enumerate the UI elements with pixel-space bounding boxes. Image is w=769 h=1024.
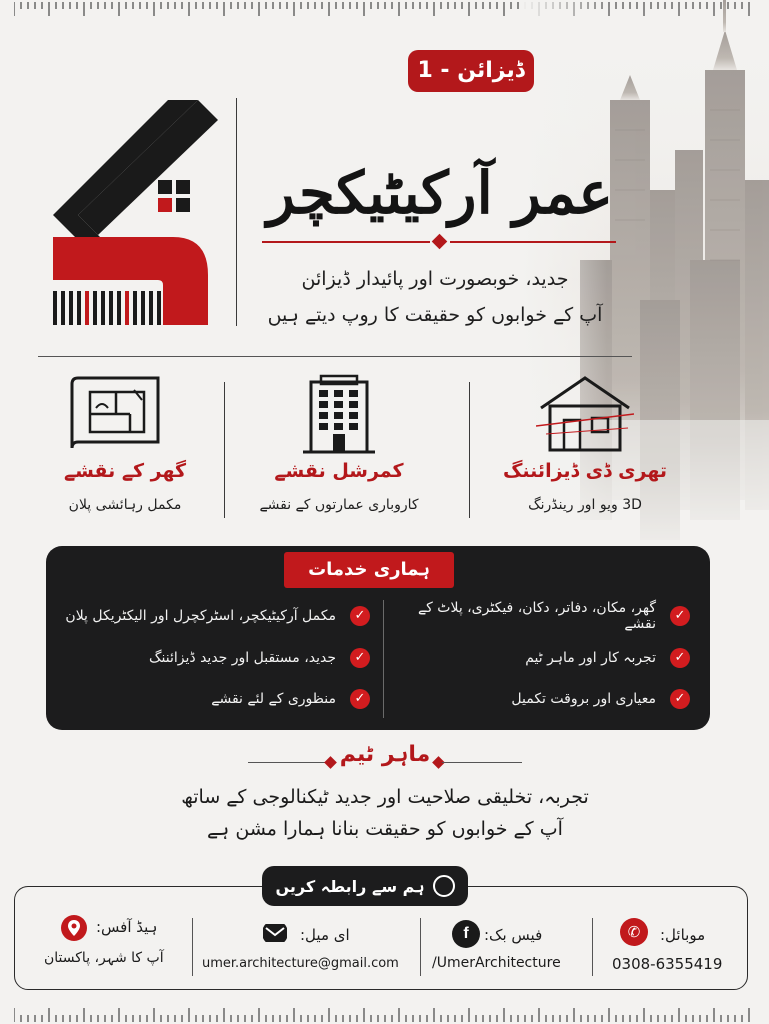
services-title: ہماری خدمات bbox=[284, 552, 454, 588]
logo-bar bbox=[125, 291, 129, 325]
checkmark-icon: ✓ bbox=[350, 689, 370, 709]
brand-title: عمر آرکیٹیکچر bbox=[266, 159, 614, 227]
service-item bbox=[396, 600, 690, 632]
building-window bbox=[319, 423, 328, 430]
logo-bar bbox=[109, 291, 113, 325]
checkmark-icon: ✓ bbox=[670, 648, 690, 668]
location-pin-icon bbox=[60, 914, 88, 944]
logo-bar bbox=[53, 291, 57, 325]
bottom-ruler-decoration bbox=[14, 1004, 754, 1022]
section-divider bbox=[38, 356, 632, 357]
contact-divider bbox=[592, 918, 593, 976]
service-item bbox=[396, 686, 690, 712]
checkmark-icon: ✓ bbox=[350, 648, 370, 668]
building-window bbox=[319, 401, 328, 408]
office-label: ہیڈ آفس: bbox=[96, 918, 158, 936]
design-number-badge: ڈیزائن - 1 bbox=[408, 50, 534, 92]
logo-bar bbox=[77, 291, 81, 325]
office-value: آپ کا شہر، پاکستان bbox=[44, 950, 164, 966]
logo-bar bbox=[149, 291, 153, 325]
mission-line-1: تجربہ، تخلیقی صلاحیت اور جدید ٹیکنالوجی کے ساتھ bbox=[181, 786, 589, 808]
logo-bar bbox=[141, 291, 145, 325]
logo-bar bbox=[85, 291, 89, 325]
email-value[interactable]: umer.architecture@gmail.com bbox=[202, 956, 399, 971]
checkmark-icon: ✓ bbox=[670, 689, 690, 709]
feature-3d-title: تھری ڈی ڈیزائننگ bbox=[502, 460, 668, 482]
building-icon bbox=[303, 372, 375, 454]
service-item-text: گھر، مکان، دفاتر، دکان، فیکٹری، پلاٹ کے نقشے bbox=[417, 600, 656, 632]
logo-bar bbox=[101, 291, 105, 325]
service-item-text: تجربہ کار اور ماہر ٹیم bbox=[525, 650, 656, 666]
checkmark-icon: ✓ bbox=[350, 606, 370, 626]
building-window bbox=[319, 412, 328, 419]
services-divider bbox=[383, 600, 384, 718]
feature-divider-right bbox=[469, 382, 470, 518]
facebook-icon: f bbox=[452, 920, 480, 948]
brand-logo-icon bbox=[48, 95, 218, 330]
contact-title: ہم سے رابطہ کریں bbox=[275, 876, 425, 896]
tagline-line-1: جدید، خوبصورت اور پائیدار ڈیزائن bbox=[301, 268, 569, 290]
mobile-value[interactable]: 0308-6355419 bbox=[612, 955, 723, 973]
blueprint-icon bbox=[66, 374, 164, 452]
whatsapp-icon bbox=[433, 875, 455, 897]
team-title: ماہر ٹیم bbox=[339, 742, 431, 767]
feature-divider-left bbox=[224, 382, 225, 518]
title-rule-right bbox=[450, 241, 616, 243]
logo-bar bbox=[61, 291, 65, 325]
feature-house-subtitle: مکمل رہائشی پلان bbox=[68, 497, 182, 513]
tagline-line-2: آپ کے خوابوں کو حقیقت کا روپ دیتے ہیں bbox=[267, 304, 603, 326]
logo-bar bbox=[93, 291, 97, 325]
service-item-text: مکمل آرکیٹیکچر، اسٹرکچرل اور الیکٹریکل پلان bbox=[65, 608, 336, 624]
service-item bbox=[56, 686, 370, 712]
building-window bbox=[334, 401, 343, 408]
building-window bbox=[349, 423, 358, 430]
email-icon bbox=[262, 920, 288, 946]
service-item bbox=[396, 645, 690, 671]
building-window bbox=[349, 401, 358, 408]
phone-icon: ✆ bbox=[620, 918, 648, 946]
house-3d-icon bbox=[536, 374, 634, 454]
logo-bar bbox=[69, 291, 73, 325]
contact-divider bbox=[420, 918, 421, 976]
team-rule-right bbox=[442, 762, 522, 763]
contact-divider bbox=[192, 918, 193, 976]
building-window bbox=[334, 412, 343, 419]
service-item bbox=[56, 603, 370, 629]
contact-title-badge bbox=[262, 866, 468, 906]
service-item-text: جدید، مستقبل اور جدید ڈیزائننگ bbox=[149, 650, 336, 666]
building-window bbox=[319, 390, 328, 397]
service-item bbox=[56, 645, 370, 671]
feature-3d-subtitle: 3D ویو اور رینڈرنگ bbox=[528, 497, 642, 513]
service-item-text: معیاری اور بروقت تکمیل bbox=[511, 691, 656, 707]
facebook-value[interactable]: /UmerArchitecture bbox=[432, 955, 561, 971]
checkmark-icon: ✓ bbox=[670, 606, 690, 626]
feature-commercial-title: کمرشل نقشے bbox=[274, 460, 404, 482]
service-item-text: منظوری کے لئے نقشے bbox=[211, 691, 336, 707]
logo-bar bbox=[117, 291, 121, 325]
feature-commercial-subtitle: کاروباری عمارتوں کے نقشے bbox=[259, 497, 419, 513]
mission-line-2: آپ کے خوابوں کو حقیقت بنانا ہمارا مشن ہے bbox=[207, 818, 563, 840]
logo-bar bbox=[157, 291, 161, 325]
header-vertical-divider bbox=[236, 98, 237, 326]
building-window bbox=[349, 412, 358, 419]
logo-bar bbox=[133, 291, 137, 325]
building-window bbox=[349, 390, 358, 397]
email-label: ای میل: bbox=[300, 926, 350, 944]
feature-house-title: گھر کے نقشے bbox=[63, 460, 187, 482]
building-window bbox=[334, 423, 343, 430]
title-rule-left bbox=[262, 241, 430, 243]
facebook-label: فیس بک: bbox=[484, 926, 543, 944]
mobile-label: موبائل: bbox=[660, 926, 706, 944]
building-window bbox=[334, 390, 343, 397]
